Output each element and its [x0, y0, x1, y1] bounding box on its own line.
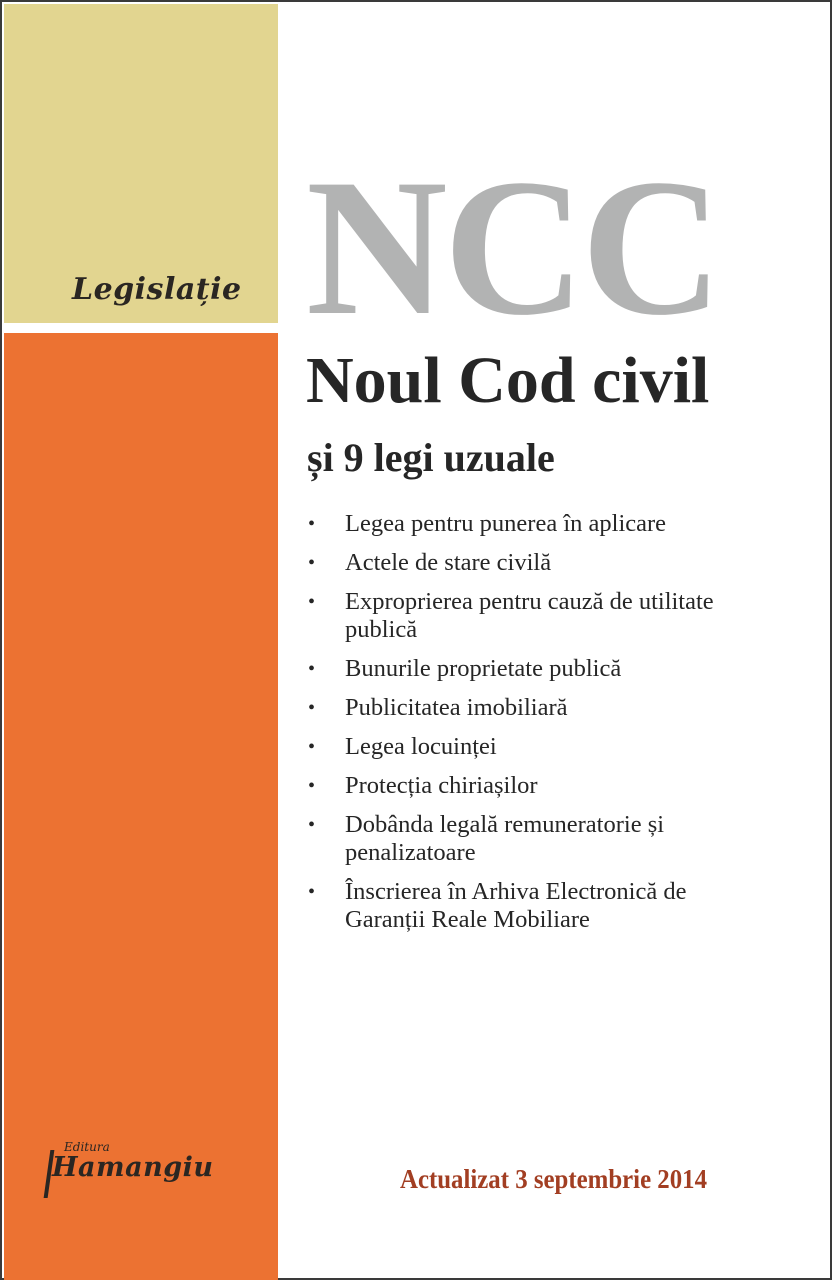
law-text: Legea pentru punerea în aplicare: [345, 510, 667, 537]
list-item: [308, 878, 765, 934]
publisher-name: Hamangiu: [52, 1152, 214, 1183]
bullet-icon: •: [308, 697, 316, 719]
list-item: [308, 549, 788, 577]
list-item: [308, 772, 788, 800]
abbreviation-heading: NCC: [306, 139, 719, 356]
list-item: [308, 588, 788, 644]
bullet-icon: •: [308, 513, 316, 535]
orange-panel: [4, 333, 278, 1280]
book-title: Noul Cod civil: [306, 344, 710, 417]
bullet-icon: •: [308, 736, 316, 758]
list-item: [308, 811, 745, 867]
bullet-icon: •: [308, 552, 316, 574]
bullet-icon: •: [308, 658, 316, 680]
bullet-icon: •: [308, 881, 316, 903]
law-text: Dobânda legală remuneratorie și penalizatoare: [345, 811, 665, 866]
list-item: [308, 655, 788, 683]
bullet-icon: •: [308, 814, 316, 836]
series-label: Legislație: [72, 272, 242, 307]
law-text: Bunurile proprietate publică: [345, 655, 622, 682]
tan-panel: [4, 4, 278, 323]
publisher-prefix: Editura: [64, 1140, 110, 1154]
laws-list: [308, 510, 788, 945]
bullet-icon: •: [308, 775, 316, 797]
law-text: Înscrierea în Arhiva Electronică de Garanții Reale Mobiliare: [345, 878, 687, 933]
publisher-logo: [42, 1140, 214, 1200]
updated-date: Actualizat 3 septembrie 2014: [400, 1164, 707, 1194]
list-item: [308, 733, 788, 761]
law-text: Actele de stare civilă: [345, 549, 552, 576]
list-item: [308, 694, 788, 722]
law-text: Protecția chiriașilor: [345, 772, 538, 799]
list-item: [308, 510, 788, 538]
law-text: Publicitatea imobiliară: [345, 694, 568, 721]
bullet-icon: •: [308, 591, 316, 613]
law-text: Legea locuinței: [345, 733, 497, 760]
book-subtitle: și 9 legi uzuale: [307, 435, 555, 480]
law-text: Exproprierea pentru cauză de utilitate publică: [345, 588, 714, 643]
